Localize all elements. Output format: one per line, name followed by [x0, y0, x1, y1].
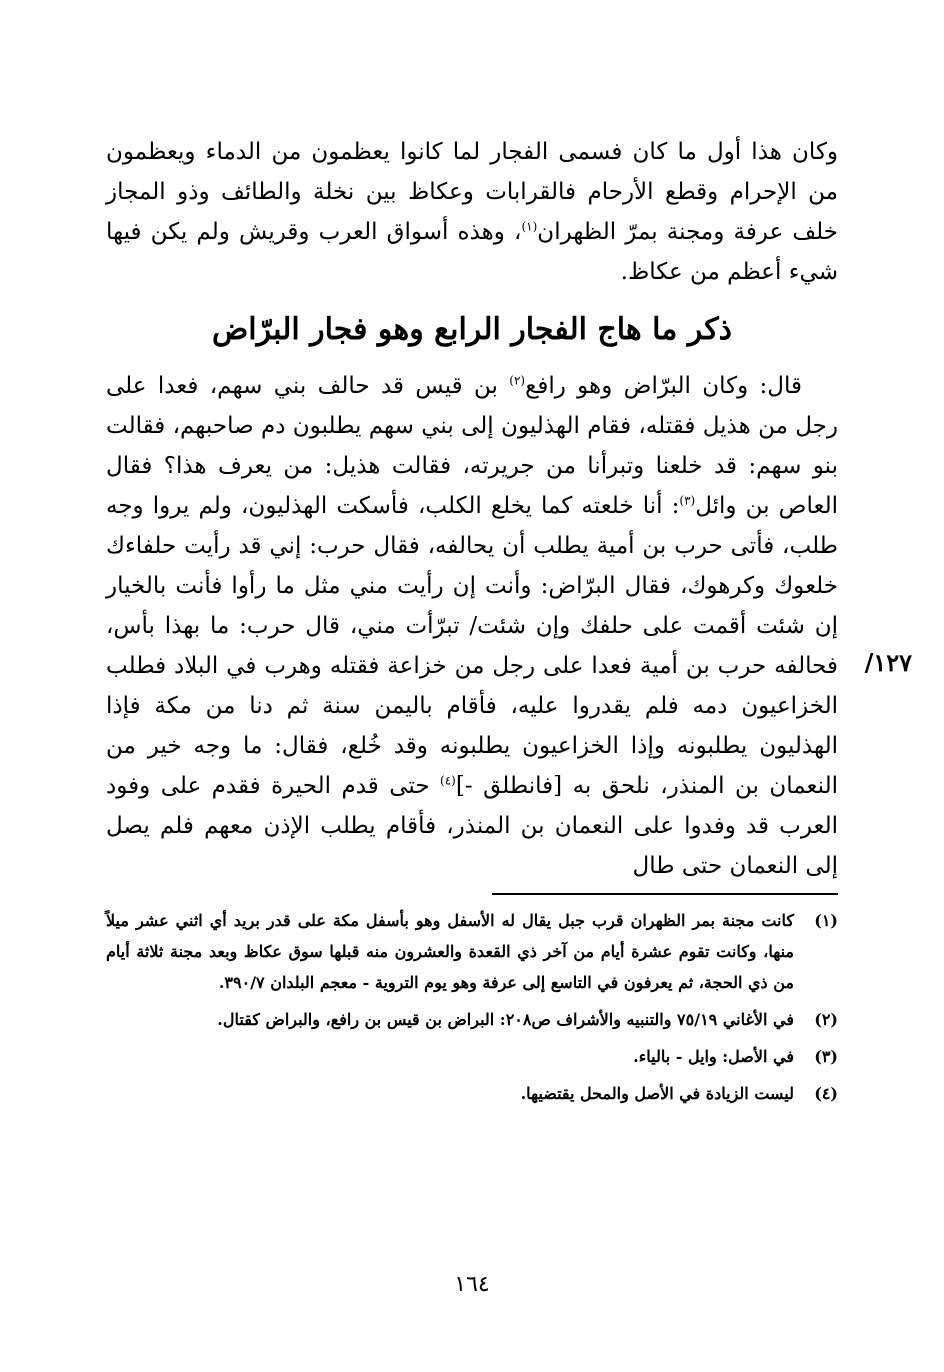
- intro-text: [106, 132, 838, 292]
- footnote-ref-3: (٣): [679, 493, 696, 508]
- footnote-2: [106, 1004, 838, 1035]
- main-text-part-3: : أنا خلعته كما يخلع الكلب، فأسكت الهذليون، ولم يروا وجه طلب، فأتى حرب بن أمية يطلب أن يحالفه، فقال حرب: إني قد رأيت حلفاءك خلعوك وكرهوك، فقال البرّاض: وأنت إن رأيت مني مثل ما رأوا فأنت بالخيار إن شئت أقمت على حلفك وإن شئت/ تبرّأت مني، قال حرب: ما بهذا بأس، فحالفه حرب بن أمية فعدا على رجل من خزاعة فقتله وهرب في البلاد فطلب الخزاعيون دمه فلم يقدروا عليه، فأقام باليمن سنة ثم دنا من مكة فإذا الهذليون يطلبونه وإذا الخزاعيون يطلبونه وقد خُلع، فقال: ما وجه خير من النعمان بن المنذر، نلحق به [فانطلق -]: [106, 493, 838, 799]
- footnote-text: في الأغاني ٧٥/١٩ والتنبيه والأشراف ص٢٠٨: البراض بن قيس بن رافع، والبراض كقتال.: [217, 1010, 794, 1029]
- intro-text-before: وكان هذا أول ما كان فسمى الفجار لما كانوا يعظمون من الدماء ويعظمون من الإحرام وقطع الأرحام فالقرابات وعكاظ بين نخلة والطائف وذو المجاز خلف عرفة ومجنة بمرّ الظهران: [106, 139, 838, 245]
- section-heading: ذكر ما هاج الفجار الرابع وهو فجار البرّاض: [212, 312, 732, 347]
- footnote-3: [106, 1041, 838, 1072]
- footnote-ref-4: (٤): [440, 773, 456, 788]
- page-number: ١٦٤: [454, 1272, 490, 1297]
- footnote-number: (١): [814, 911, 838, 930]
- intro-text-after: ، وهذه أسواق العرب وقريش ولم يكن فيها شيء أعظم من عكاظ.: [106, 219, 838, 285]
- main-text-part-2: بن قيس قد حالف بني سهم، فعدا على رجل من هذيل فقتله، فقام الهذليون إلى بني سهم يطلبون دم صاحبهم، فقالت بنو سهم: قد خلعنا وتبرأنا من جريرته، فقالت هذيل: من يعرف هذا؟ فقال العاص بن وائل: [106, 373, 838, 519]
- main-text-part-4: حتى قدم الحيرة فقدم على وفود العرب قد وفدوا على النعمان بن المنذر، فأقام يطلب الإذن معهم فلم يصل إلى النعمان حتى طال: [106, 773, 838, 879]
- footnote-number: (٣): [814, 1047, 838, 1066]
- footnote-1: [106, 905, 838, 998]
- main-text: [106, 366, 838, 886]
- footnote-4: [106, 1078, 838, 1109]
- main-paragraph: [106, 366, 838, 886]
- footnotes-section: [106, 905, 838, 1115]
- footnote-text: كانت مجنة بمر الظهران قرب جبل يقال له الأسفل وهو بأسفل مكة على قدر بريد أي اثني عشر ميلاً منها، وكانت تقوم عشرة أيام من آخر ذي القعدة والعشرون منه قبلها سوق عكاظ وبعد مجنة ثلاثة أيام من ذي الحجة، ثم يعرفون في التاسع إلى عرفة وهو يوم التروية - معجم البلدان ٣٩٠/٧.: [106, 911, 794, 992]
- footnote-number: (٢): [814, 1010, 838, 1029]
- footnote-text: في الأصل: وايل - بالياء.: [633, 1047, 794, 1066]
- intro-paragraph: [106, 132, 838, 292]
- footnote-ref-2: (٢): [509, 373, 526, 388]
- footnote-ref-1: (١): [521, 219, 538, 234]
- footnote-text: ليست الزيادة في الأصل والمحل يقتضيها.: [520, 1084, 794, 1103]
- main-text-part-1: قال: وكان البرّاض وهو رافع: [525, 373, 802, 399]
- footnote-divider: [492, 893, 838, 895]
- footnote-number: (٤): [814, 1084, 838, 1103]
- margin-page-reference: ١٢٧/: [864, 648, 912, 677]
